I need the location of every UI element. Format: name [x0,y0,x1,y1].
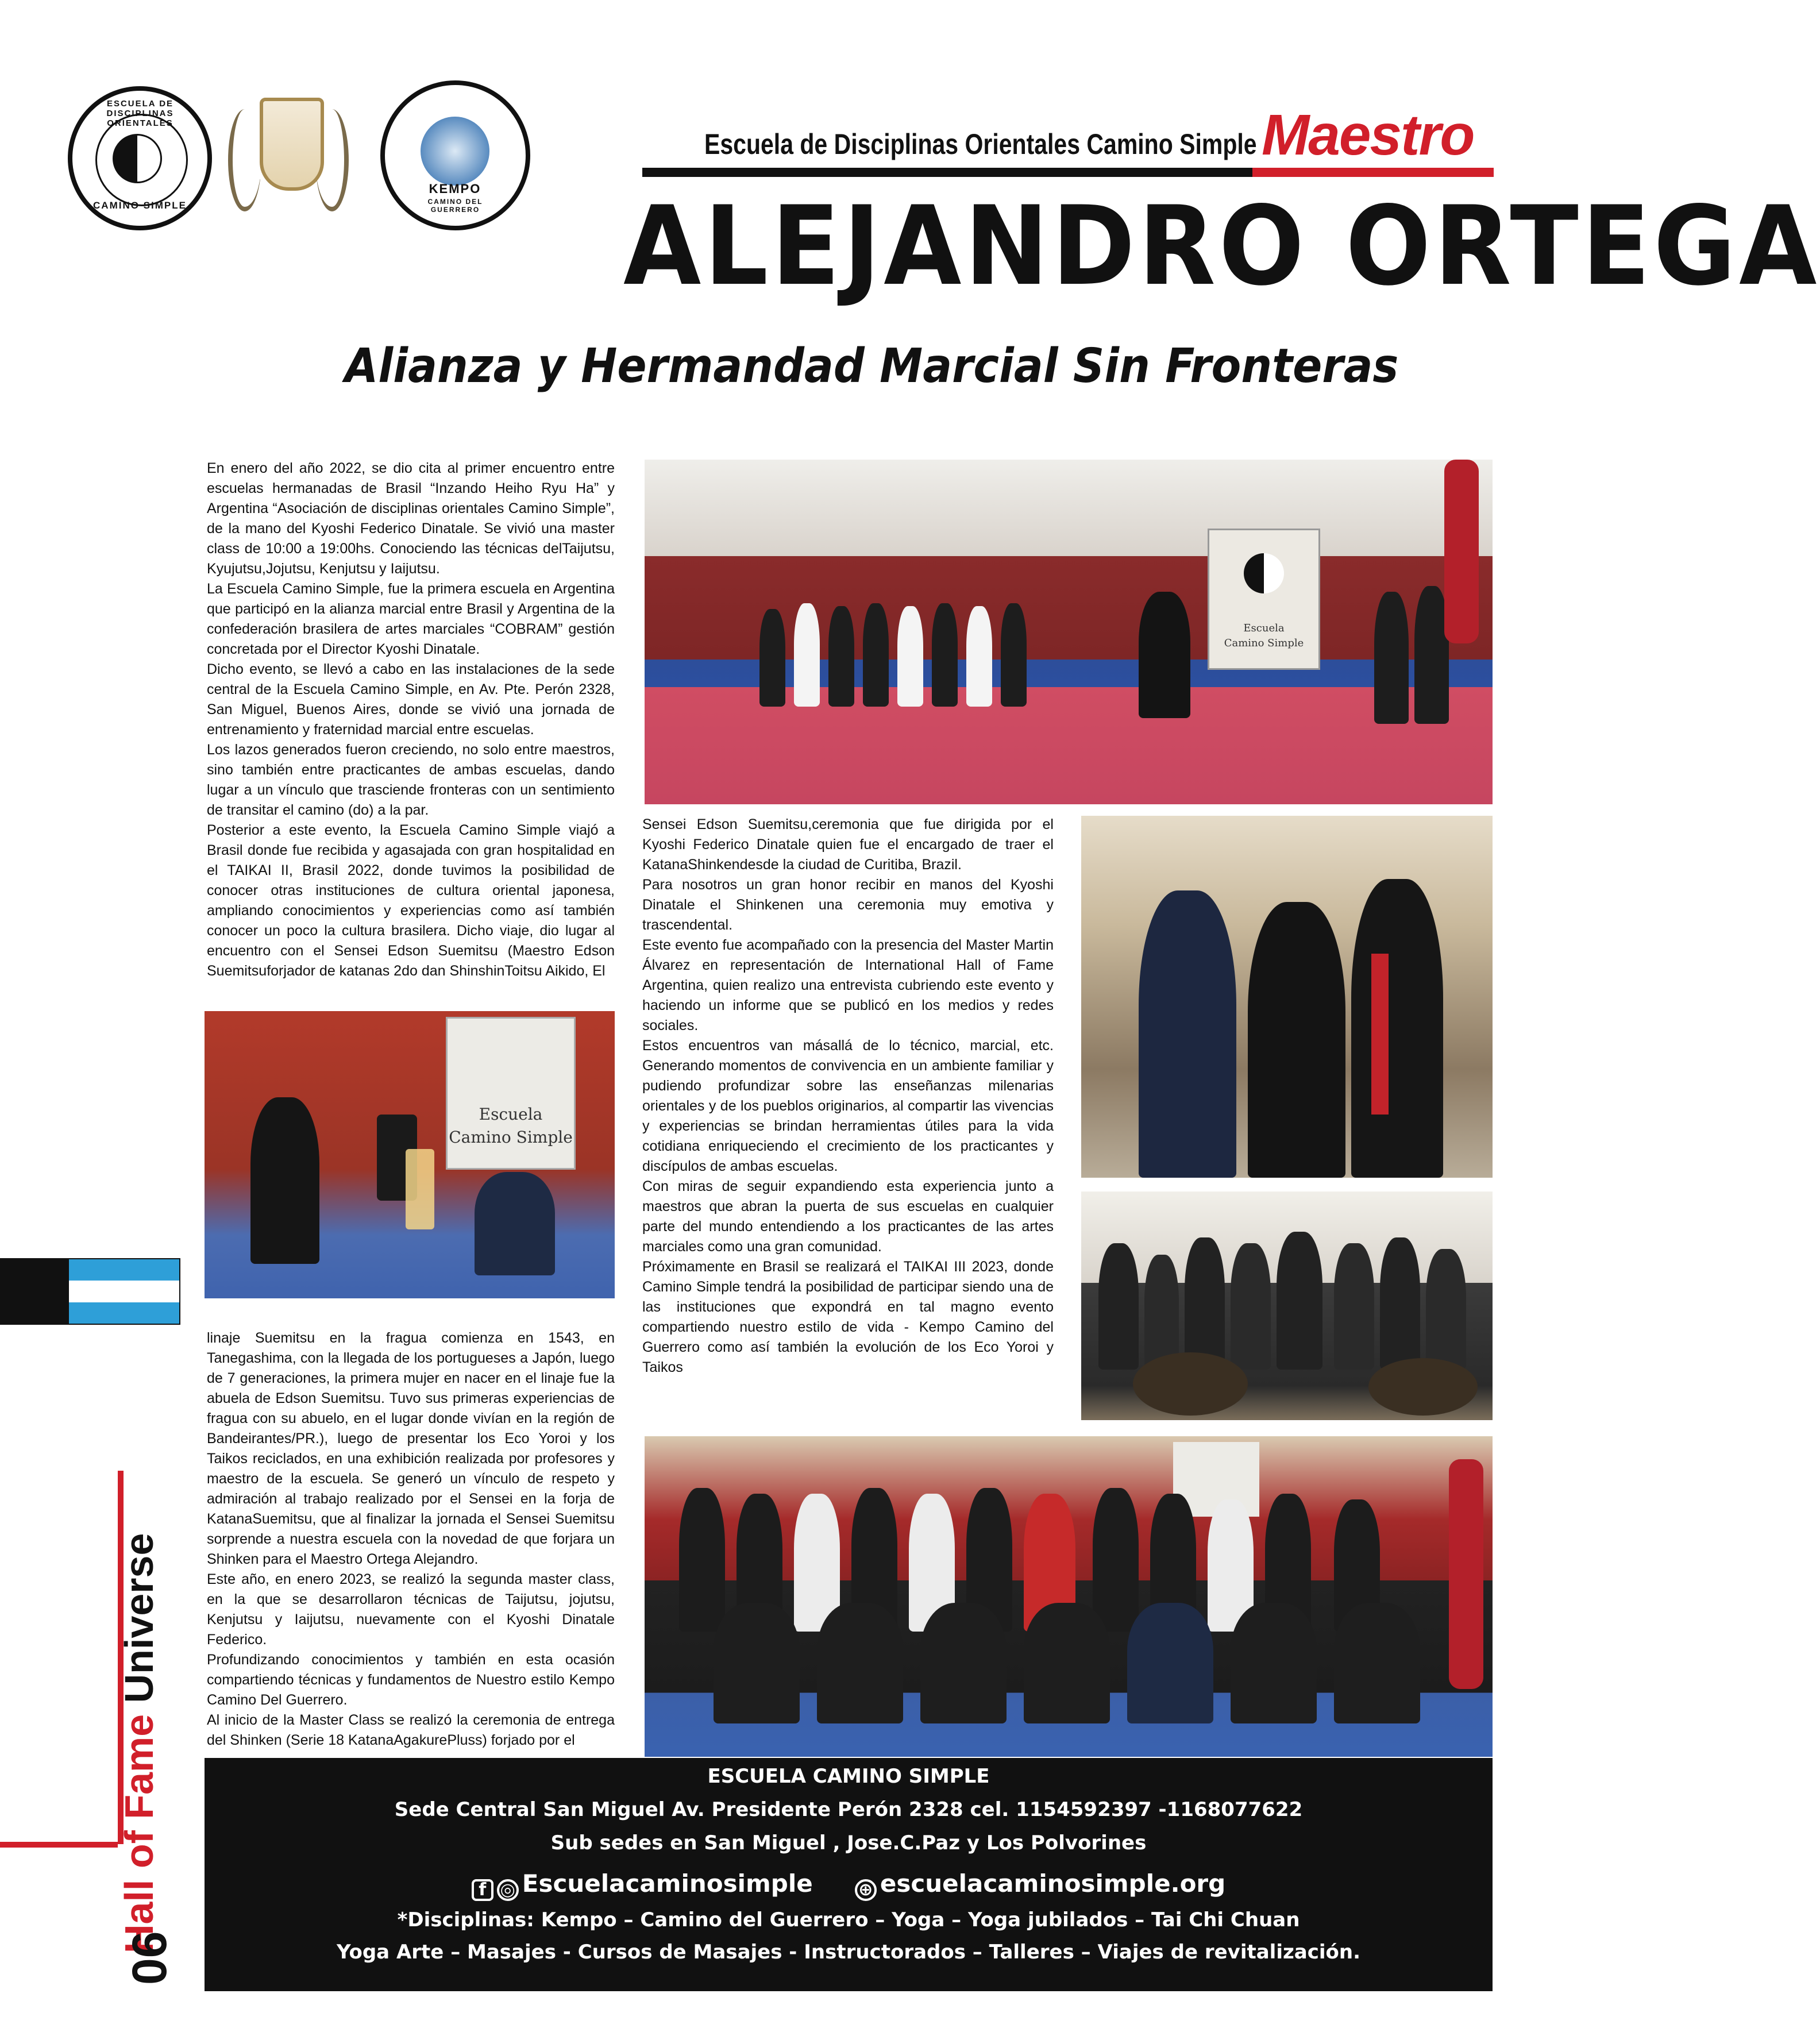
paragraph: En enero del año 2022, se dio cita al primer encuentro entre escuelas hermanadas de Brasil “Inzando Heiho Ryu Ha” y Argentina “Asociación de disciplinas orientales Camino Simple”, de la mano del Kyoshi Federico Dinatale. Se vivió una master class de 10:00 a 19:00hs. Conociendo las técnicas delTaijutsu, Kyujutsu,Jojutsu, Kenjutsu y Iaijutsu. [207,460,615,577]
paragraph: Este evento fue acompañado con la presencia del Master Martin Álvarez en representación de International Hall of Fame Argentina, quien realizo una entrevista cubriendo este evento y haciendo un informe que se publicó en los medios y redes sociales. [642,937,1054,1034]
paragraph: La Escuela Camino Simple, fue la primera escuela en Argentina que participó en la alianza marcial entre Brasil y Argentina de la confederación brasilera de artes marciales “COBRAM” gestión concretada por el Director Kyoshi Dinatale. [207,581,615,657]
person-figure [1248,902,1345,1178]
person-figure [1231,1243,1271,1370]
yin-yang-icon [113,134,162,183]
person-figure [1334,1603,1420,1723]
group-photo-large [645,1436,1493,1757]
person-figure [1380,1237,1420,1370]
taiko-drum [1368,1358,1478,1416]
group-photo-small [1081,1191,1493,1420]
person-figure [1277,1232,1322,1370]
paragraph: Al inicio de la Master Class se realizó la ceremonia de entrega del Shinken (Serie 18 KatanaAgakurePluss) forjado por el [207,1712,615,1748]
person-figure [714,1603,800,1723]
camino-simple-logo [68,86,212,230]
footer-disciplines-1: *Disciplinas: Kempo – Camino del Guerrero – Yoga – Yoga jubilados – Tai Chi Chuan [397,1908,1300,1931]
person-figure [1144,1255,1179,1370]
paragraph: Sensei Edson Suemitsu,ceremonia que fue dirigida por el Kyoshi Federico Dinatale quien fue el encargado de traer el KatanaShinkendesde la ciudad de Curitiba, Brazil. [642,816,1054,873]
person-figure [1374,592,1409,724]
person-figure [759,609,785,707]
person-figure [1426,1249,1466,1370]
footer-school-name: ESCUELA CAMINO SIMPLE [707,1765,990,1788]
person-figure [679,1488,725,1632]
three-masters-photo [1081,816,1493,1178]
paragraph: Próximamente en Brasil se realizará el TAIKAI III 2023, donde Camino Simple tendrá la posibilidad de participar siendo una de las instituciones que expondrá en tal magno evento compartiendo nuestro estilo de vida - Kempo Camino del Guerrero como así también la evolución de los Eco Yoroi y Taikos [642,1259,1054,1375]
school-banner [446,1017,576,1170]
kempo-logo [380,80,530,230]
footer-social-row [205,1869,1493,1901]
person-figure [817,1603,903,1723]
punching-bag [1444,460,1479,643]
footer-disciplines-2: Yoga Arte – Masajes - Cursos de Masajes - Instructorados – Talleres – Viajes de revitalización. [336,1941,1361,1964]
flag-stripe-bottom [69,1302,179,1324]
laurel-shield-logo [225,86,352,218]
person-figure [1414,586,1449,724]
article-column-1 [207,458,615,981]
footer-social-handle[interactable]: Escuelacaminosimple [522,1869,813,1898]
paragraph: linaje Suemitsu en la fragua comienza en 1543, en Tanegashima, con la llegada de los portugueses a Japón, luego de 7 generaciones, la primera mujer en nacer en el linaje fue la abuela de Edson Suemitsu. Tuvo sus primeras experiencias de fragua con su abuelo, en el lugar donde vivían en la región de Bandeirantes/PR.), luego de presentar los Eco Yoroi y los Taikos reciclados, en una exhibición realizada por profesores y maestro de la escuela. Se generó un vínculo de respeto y admiración al trabajo realizado por el Sensei en la forja de KatanaSuemitsu, que al finalizar la jornada el Sensei Suemitsu sorprende a nuestra escuela con la novedad de que forjara un Shinken para el Maestro Ortega Alejandro. [207,1330,615,1567]
punching-bag [1449,1459,1483,1689]
paragraph: Para nosotros un gran honor recibir en manos del Kyoshi Dinatale el Shinkenen una ceremonia muy emotiva y trascendental. [642,877,1054,933]
person-figure [1351,879,1443,1178]
laurel-left-icon [228,109,261,211]
sword-ceremony-photo [205,1011,615,1298]
person-figure [1024,1603,1110,1723]
person-figure [1185,1237,1225,1370]
page-subtitle: Alianza y Hermandad Marcial Sin Fronteras [345,339,1399,394]
article-column-3 [642,815,1054,1378]
paragraph: Profundizando conocimientos y también en esta ocasión compartiendo técnicas y fundamentos de Nuestro estilo Kempo Camino Del Guerrero. [207,1652,615,1708]
person-figure [1139,890,1236,1178]
side-rule-horizontal [0,1842,118,1848]
person-figure [1127,1603,1213,1723]
maestro-tag: Maestro [1262,103,1474,167]
side-title-universe: Universe [117,1533,161,1703]
banner-line-1: Escuela [479,1105,543,1124]
logo-ring-text-bottom: CAMINO SIMPLE [93,200,187,211]
dojo-banner [1208,529,1320,670]
dojo-class-photo [645,460,1493,804]
instructor-figure [1139,592,1190,718]
red-belt [1371,954,1389,1115]
person-figure [475,1172,555,1275]
yin-yang-icon [1244,553,1284,593]
person-figure [1001,603,1027,707]
flag-black-block [0,1258,68,1325]
person-figure [966,606,992,707]
footer-address: Sede Central San Miguel Av. Presidente Perón 2328 cel. 1154592397 -1168077622 [394,1798,1303,1821]
argentina-flag-icon [68,1258,180,1325]
instagram-icon[interactable]: ◎ [497,1879,519,1901]
person-figure [250,1097,319,1264]
footer-subsedes: Sub sedes en San Miguel , Jose.C.Paz y Los Polvorines [550,1831,1147,1854]
paragraph: Con miras de seguir expandiendo esta experiencia junto a maestros que abran la puerta de sus escuelas en cualquier parte del mundo entendiendo a los practicantes de las artes marciales como una gran comunidad. [642,1178,1054,1255]
person-figure [897,606,923,707]
header-rule-red [1252,168,1494,177]
kempo-logo-name: KEMPO [429,182,481,196]
page-title: ALEJANDRO ORTEGA [623,183,1820,310]
page-number: 06 [122,1931,176,1985]
flag-stripe-top [69,1259,179,1281]
dragon-emblem-icon [421,117,489,186]
banner-line-2: Camino Simple [449,1128,573,1147]
banner-line-1: Escuela [1243,622,1285,634]
footer-contact-box [205,1758,1493,1991]
facebook-icon[interactable]: f [472,1879,493,1901]
logo-ring-text-top: ESCUELA DE DISCIPLINAS ORIENTALES [106,99,174,128]
taiko-drum [1133,1352,1248,1416]
person-figure [1093,1488,1139,1632]
shield-icon [260,98,324,191]
footer-website-link[interactable]: escuelacaminosimple.org [880,1869,1226,1898]
article-column-2 [207,1328,615,1750]
person-figure [1098,1243,1139,1370]
person-figure [1231,1603,1317,1723]
school-header: Escuela de Disciplinas Orientales Camino Simple [704,128,1257,160]
person-figure [863,603,889,707]
paragraph: Este año, en enero 2023, se realizó la segunda master class, en la que se desarrollaron técnicas de Taijutsu, jojutsu, Kenjutsu y Iaijutsu, nuevamente con el Kyoshi Dinatale Federico. [207,1571,615,1648]
side-magazine-title [116,1533,162,1953]
globe-icon: ⊕ [855,1879,877,1901]
person-figure [1334,1243,1374,1370]
person-figure [932,603,958,707]
paragraph: Los lazos generados fueron creciendo, no solo entre maestros, sino también entre practicantes de ambas escuelas, dando lugar a un vínculo que trasciende fronteras con un sentimiento de transitar el camino (do) a la par. [207,742,615,818]
banner-line-2: Camino Simple [1224,637,1304,649]
lamp [406,1149,434,1229]
person-figure [794,603,820,707]
paragraph: Dicho evento, se llevó a cabo en las instalaciones de la sede central de la Escuela Camino Simple, en Av. Pte. Perón 2328, San Miguel, Buenos Aires, donde se vivió una jornada de entrenamiento y fraternidad marcial entre escuelas. [207,661,615,738]
kempo-ring-text: CAMINO DEL GUERRERO [427,198,483,214]
paragraph: Estos encuentros van másallá de lo técnico, marcial, etc. Generando momentos de convivencia en un ambiente familiar y pudiendo profundizar sobre las enseñanzas milenarias orientales y de los pueblos originarios, al compartir las vivencias y experiencias se brindan herramientas útiles para la vida cotidiana enriqueciendo el crecimiento de los practicantes y discípulos de ambas escuelas. [642,1038,1054,1174]
paragraph: Posterior a este evento, la Escuela Camino Simple viajó a Brasil donde fue recibida y agasajada con gran hospitalidad en el TAIKAI II, Brasil 2022, donde tuvimos la posibilidad de conocer otras instituciones de cultura oriental japonesa, ampliando conocimientos y experiencias como así también conocer un poco la cultura brasilera. Dicho viaje, dio lugar al encuentro con el Sensei Edson Suemitsu (Maestro Edson Suemitsuforjador de katanas 2do dan ShinshinToitsu Aikido, El [207,822,615,979]
header-rule-black [642,168,1252,177]
person-figure [920,1603,1007,1723]
person-figure [828,606,854,707]
side-title-hall-of-fame: Hall of Fame [117,1714,161,1953]
